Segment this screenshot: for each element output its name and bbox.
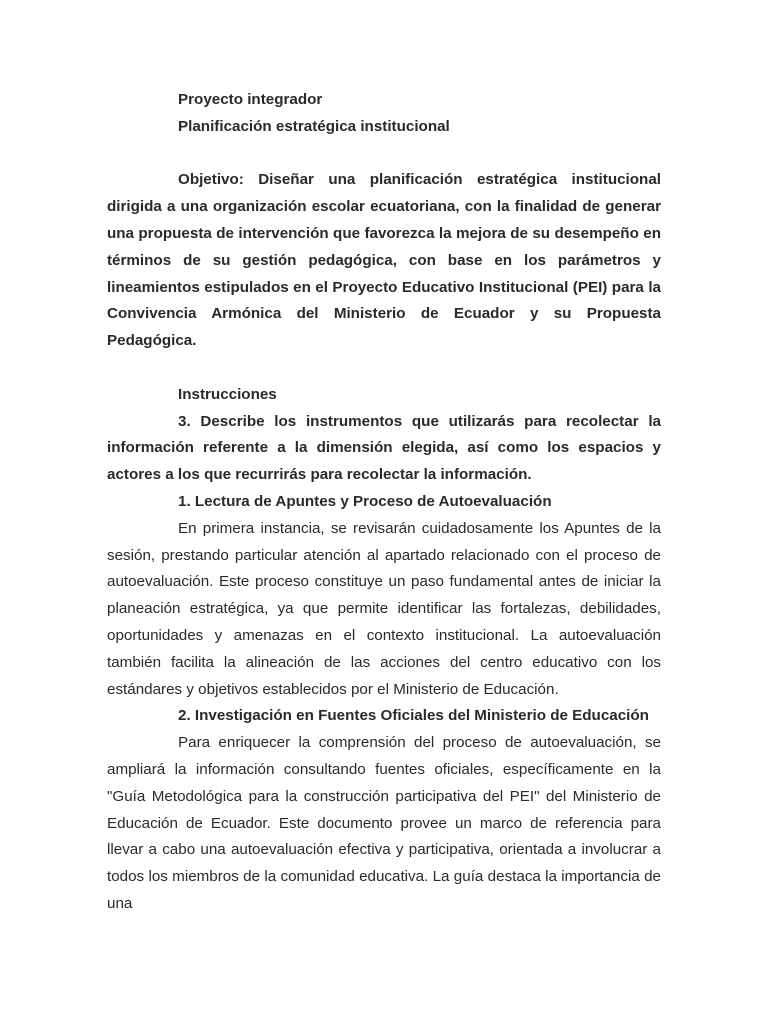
document-subtitle: Planificación estratégica institucional — [178, 117, 450, 135]
section-body-1: En primera instancia, se revisarán cuidadosamente los Apuntes de la sesión, prestando particular atención al apartado relacionado con el proceso de autoevaluación. Este proceso constituye un paso fundamental antes de iniciar la planeación estratégica, ya que permite identificar las fortalezas, debilidades, oportunidades y amenazas en el contexto institucional. La autoevaluación también facilita la alineación de las acciones del centro educativo con los estándares y objetivos establecidos por el Ministerio de Educación. — [107, 519, 661, 698]
instructions-heading: Instrucciones — [178, 385, 277, 403]
objective-paragraph: Objetivo: Diseñar una planificación estratégica institucional dirigida a una organización escolar ecuatoriana, con la finalidad de generar una propuesta de intervención que favorezca la mejora de su desempeño en términos de su gestión pedagógica, con base en los parámetros y lineamientos estipulados en el Proyecto Educativo Institucional (PEI) para la Convivencia Armónica del Ministerio de Ecuador y su Propuesta Pedagógica. — [107, 171, 661, 350]
section-heading-1: 1. Lectura de Apuntes y Proceso de Autoevaluación — [178, 492, 552, 510]
document-page — [107, 87, 661, 918]
document-title: Proyecto integrador — [178, 91, 323, 108]
section-body-2: Para enriquecer la comprensión del proceso de autoevaluación, se ampliará la información consultando fuentes oficiales, específicamente en la "Guía Metodológica para la construcción participativa del PEI" del Ministerio de Educación de Ecuador. Este documento provee un marco de referencia para llevar a cabo una autoevaluación efectiva y participativa, orientada a involucrar a todos los miembros de la comunidad educativa. La guía destaca la importancia de una — [107, 734, 661, 912]
spacer — [107, 355, 661, 382]
spacer — [107, 141, 661, 168]
section-heading-2: 2. Investigación en Fuentes Oficiales del Ministerio de Educación — [178, 707, 649, 725]
instruction-item-3: 3. Describe los instrumentos que utilizarás para recolectar la información referente a la dimensión elegida, así como los espacios y actores a los que recurrirás para recolectar la información. — [107, 412, 661, 484]
